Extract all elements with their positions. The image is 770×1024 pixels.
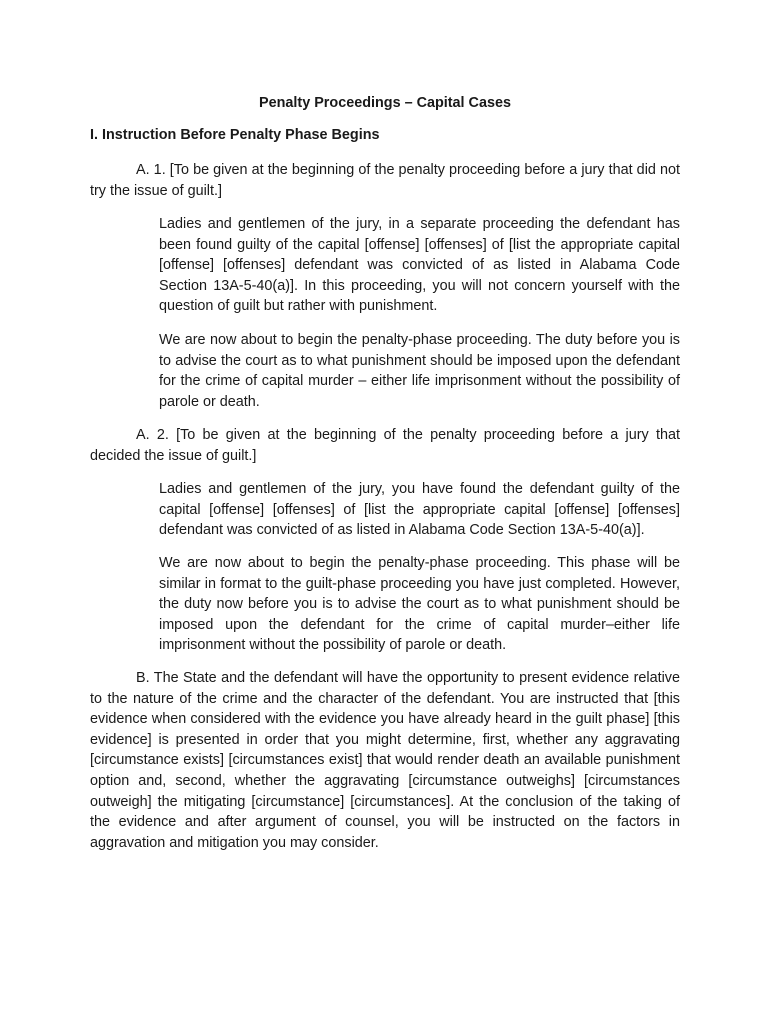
document-title: Penalty Proceedings – Capital Cases: [259, 95, 511, 111]
paragraph-a1-instruction: A. 1. [To be given at the beginning of the penalty proceeding before a jury that did not try the issue of guilt.]: [90, 162, 680, 199]
paragraph-a2-instruction: A. 2. [To be given at the beginning of the penalty proceeding before a jury that decided the issue of guilt.]: [90, 427, 680, 464]
paragraph-a1-penalty-phase: We are now about to begin the penalty-phase proceeding. The duty before you is to advise the court as to what punishment should be imposed upon the defendant for the crime of capital murder – either life imprisonment without the possibility of parole or death.: [159, 332, 680, 410]
paragraph-b-evidence: B. The State and the defendant will have the opportunity to present evidence relative to the nature of the crime and the character of the defendant. You are instructed that [this evidence when considered with the evidence you have already heard in the guilt phase] [this evidence] is presented in order that you might determine, first, whether any aggravating [circumstance exists] [circumstances exist] that would render death an available punishment option and, second, whether the aggravating [circumstance outweighs] [circumstances outweigh] the mitigating [circumstance] [circumstances]. At the conclusion of the taking of the evidence and after argument of counsel, you will be instructed on the factors in aggravation and mitigation you may consider.: [90, 670, 680, 851]
paragraph-a1-guilt-found: Ladies and gentlemen of the jury, in a separate proceeding the defendant has been found guilty of the capital [offense] [offenses] of [list the appropriate capital [offense] [offenses] defendant was convicted of as listed in Alabama Code Section 13A-5-40(a)]. In this proceeding, you will not concern yourself with the question of guilt but rather with punishment.: [159, 216, 680, 315]
paragraph-a2-guilt-found: Ladies and gentlemen of the jury, you have found the defendant guilty of the capital [offense] [offenses] of [list the appropriate capital [offense] [offenses] defendant was convicted of as listed in Alabama Code Section 13A-5-40(a)].: [159, 481, 680, 539]
paragraph-a2-penalty-phase: We are now about to begin the penalty-phase proceeding. This phase will be similar in format to the guilt-phase proceeding you have just completed. However, the duty now before you is to advise the court as to what punishment should be imposed upon the defendant for the crime of capital murder–either life imprisonment without the possibility of parole or death.: [159, 555, 680, 654]
section-heading: I. Instruction Before Penalty Phase Begins: [90, 127, 380, 143]
